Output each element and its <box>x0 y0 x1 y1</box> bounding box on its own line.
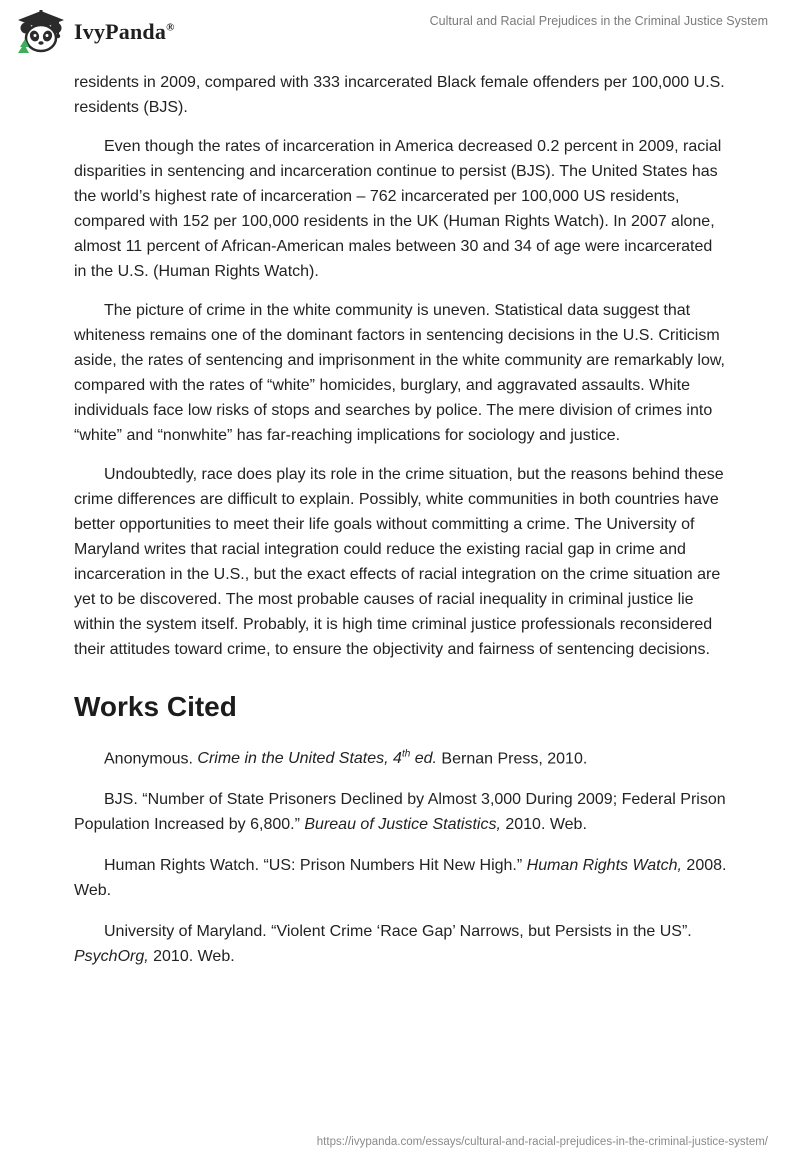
document-title: Cultural and Racial Prejudices in the Criminal Justice System <box>429 14 768 28</box>
brand-name: IvyPanda® <box>74 19 175 44</box>
citation-entry: University of Maryland. “Violent Crime ‘Race Gap’ Narrows, but Persists in the US”. PsychOrg, 2010. Web. <box>74 923 692 966</box>
page-header <box>0 0 800 70</box>
panda-graduate-icon <box>14 9 68 55</box>
citation-entry: BJS. “Number of State Prisoners Declined by Almost 3,000 During 2009; Federal Prison Population Increased by 6,800.” Bureau of Justice Statistics, 2010. Web. <box>74 791 726 834</box>
works-cited-heading: Works Cited <box>74 691 237 722</box>
paragraph: The picture of crime in the white community is uneven. Statistical data suggest that whiteness remains one of the dominant factors in sentencing decisions in the U.S. Criticism aside, the rates of sentencing and imprisonment in the white community are remarkably low, compared with the rates of “white” homicides, burglary, and aggravated assaults. White individuals face low risks of stops and searches by police. The mere division of crimes into “white” and “nonwhite” has far-reaching implications for sociology and justice. <box>74 302 725 444</box>
essay-body <box>74 70 728 985</box>
paragraph: residents in 2009, compared with 333 incarcerated Black female offenders per 100,000 U.S. residents (BJS). <box>74 74 725 116</box>
paragraph: Undoubtedly, race does play its role in the crime situation, but the reasons behind these crime differences are difficult to explain. Possibly, white communities in both countries have better opportunities to meet their life goals without committing a crime. The University of Maryland writes that racial integration could reduce the existing racial gap in crime and incarceration in the U.S., but the exact effects of racial integration on the crime situation are yet to be discovered. The most probable causes of racial inequality in criminal justice lie within the system itself. Probably, it is high time criminal justice professionals reconsidered their attitudes toward crime, to ensure the objectivity and fairness of sentencing decisions. <box>74 466 724 658</box>
source-url[interactable]: https://ivypanda.com/essays/cultural-and-racial-prejudices-in-the-criminal-justice-system/ <box>316 1136 768 1148</box>
citation-entry: Anonymous. Crime in the United States, 4th ed. Bernan Press, 2010. <box>104 749 588 768</box>
ivypanda-logo[interactable] <box>14 9 175 55</box>
paragraph: Even though the rates of incarceration in America decreased 0.2 percent in 2009, racial disparities in sentencing and incarceration continue to persist (BJS). The United States has the world’s highest rate of incarceration – 762 incarcerated per 100,000 US residents, compared with 152 per 100,000 residents in the UK (Human Rights Watch). In 2007 alone, almost 11 percent of African-American males between 30 and 34 of age were incarcerated in the U.S. (Human Rights Watch). <box>74 138 722 280</box>
citation-entry: Human Rights Watch. “US: Prison Numbers Hit New High.” Human Rights Watch, 2008. Web. <box>74 857 727 900</box>
